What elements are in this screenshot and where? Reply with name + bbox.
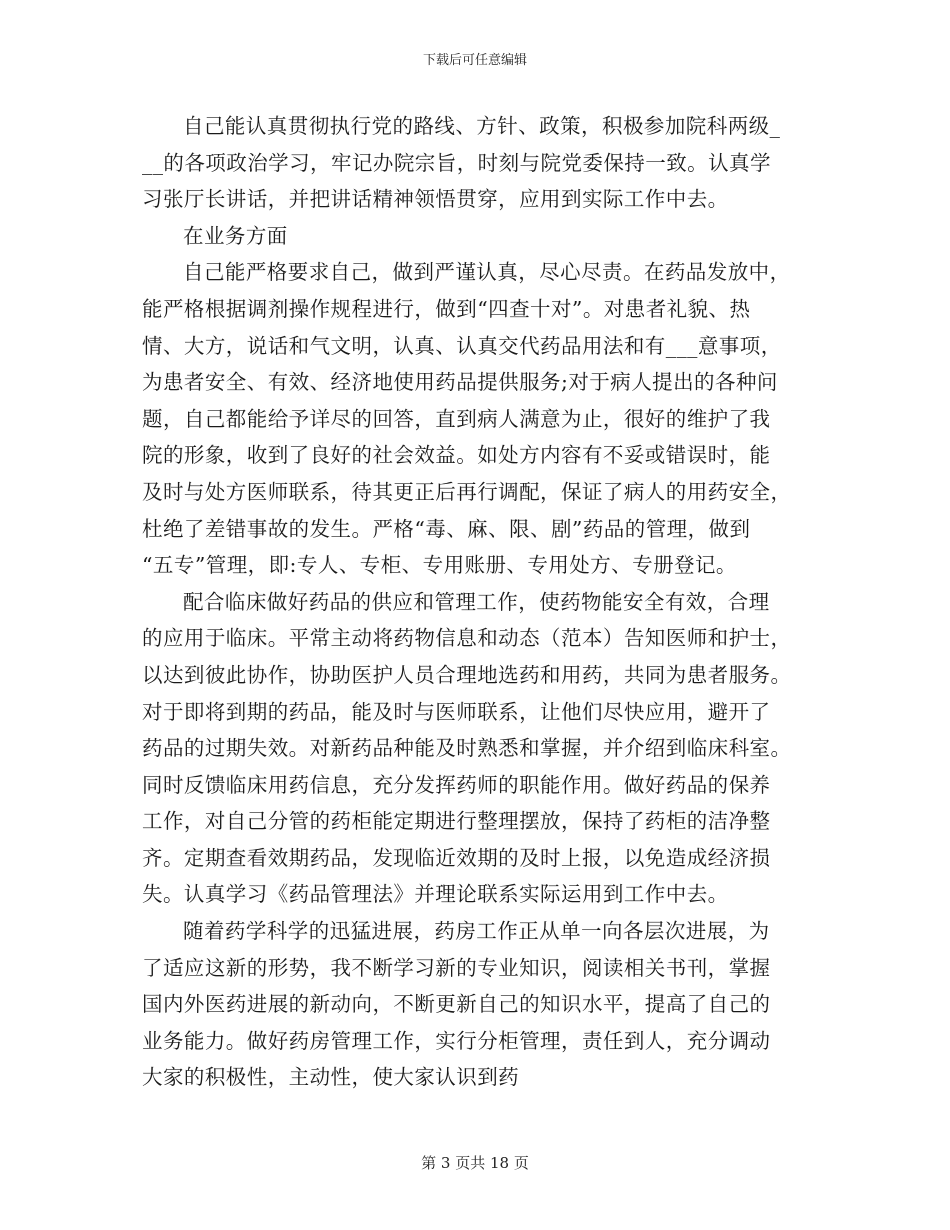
page-header-note: 下载后可任意编辑	[422, 53, 527, 68]
text-line: 随着药学科学的迅猛进展，药房工作正从单一向各层次进展，为	[183, 919, 770, 944]
page-number: 第 3 页共 18 页	[421, 1154, 529, 1172]
text-line: 同时反馈临床用药信息，充分发挥药师的职能作用。做好药品的保养	[142, 772, 771, 797]
text-line: 药品的过期失效。对新药品种能及时熟悉和掌握，并介绍到临床科室。	[142, 736, 792, 761]
text-line: 在业务方面	[183, 223, 288, 248]
text-line: 能严格根据调剂操作规程进行，做到“四查十对”。对患者礼貌、热	[142, 296, 751, 321]
text-line: 对于即将到期的药品，能及时与医师联系，让他们尽快应用，避开了	[142, 699, 771, 724]
text-line: 习张厅长讲话，并把讲话精神领悟贯穿，应用到实际工作中去。	[142, 187, 729, 212]
paragraph-clinical-supply	[142, 584, 792, 913]
text-line: 以达到彼此协作，协助医护人员合理地选药和用药，共同为患者服务。	[142, 662, 792, 687]
text-line: __的各项政治学习，牢记办院宗旨，时刻与院党委保持一致。认真学	[142, 150, 771, 175]
text-line: 题，自己都能给予详尽的回答，直到病人满意为止，很好的维护了我	[142, 406, 771, 431]
text-line: 齐。定期查看效期药品，发现临近效期的及时上报，以免造成经济损	[142, 845, 771, 870]
paragraph-political-study	[142, 108, 792, 218]
paragraph-professional-development	[142, 913, 792, 1096]
text-line: 情、大方，说话和气文明，认真、认真交代药品用法和有___意事项，	[142, 333, 782, 358]
paragraph-dispensing	[142, 254, 792, 583]
text-line: 自己能严格要求自己，做到严谨认真，尽心尽责。在药品发放中，	[183, 260, 791, 285]
text-line: 为患者安全、有效、经济地使用药品提供服务;对于病人提出的各种问	[142, 370, 778, 395]
text-line: “五专”管理，即:专人、专柜、专用账册、专用处方、专册登记。	[142, 553, 737, 578]
document-body	[142, 108, 792, 1096]
text-line: 工作，对自己分管的药柜能定期进行整理摆放，保持了药柜的洁净整	[142, 809, 771, 834]
text-line: 失。认真学习《药品管理法》并理论联系实际运用到工作中去。	[142, 882, 729, 907]
text-line: 了适应这新的形势，我不断学习新的专业知识，阅读相关书刊，掌握	[142, 955, 771, 980]
text-line: 院的形象，收到了良好的社会效益。如处方内容有不妥或错误时，能	[142, 443, 771, 468]
text-line: 的应用于临床。平常主动将药物信息和动态（范本）告知医师和护士，	[142, 626, 792, 651]
text-line: 自己能认真贯彻执行党的路线、方针、政策，积极参加院科两级_	[183, 114, 781, 138]
text-line: 及时与处方医师联系，待其更正后再行调配，保证了病人的用药安全，	[142, 479, 792, 504]
text-line: 大家的积极性，主动性，使大家认识到药	[142, 1065, 520, 1090]
text-line: 业务能力。做好药房管理工作，实行分柜管理，责任到人，充分调动	[142, 1028, 771, 1053]
text-line: 杜绝了差错事故的发生。严格“毒、麻、限、剧”药品的管理，做到	[142, 516, 751, 541]
text-line: 国内外医药进展的新动向，不断更新自己的知识水平，提高了自己的	[142, 992, 771, 1017]
text-line: 配合临床做好药品的供应和管理工作，使药物能安全有效，合理	[183, 589, 770, 614]
section-heading-business	[142, 218, 792, 255]
